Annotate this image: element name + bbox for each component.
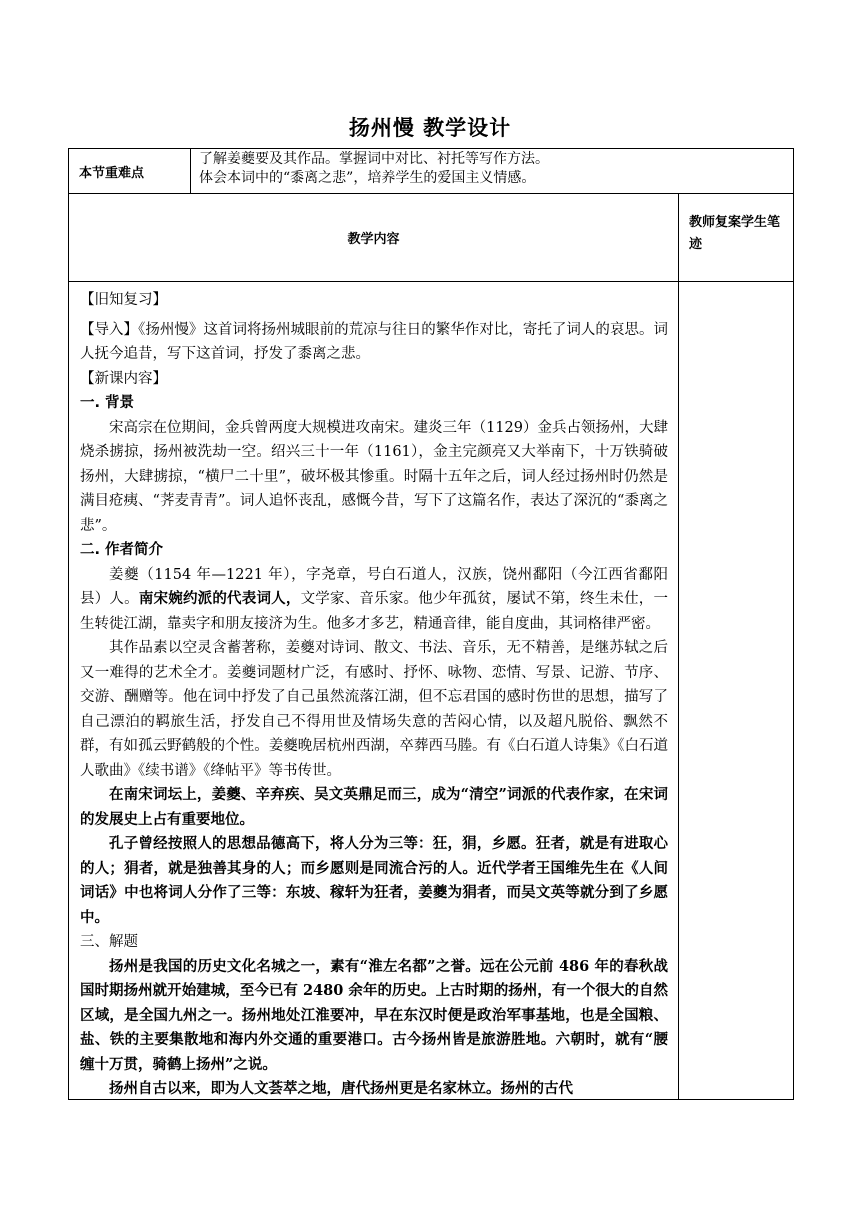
author-paragraph-2: 其作品素以空灵含蓄著称，姜夔对诗词、散文、书法、音乐，无不精善，是继苏轼之后又一难得的艺术全才。姜夔词题材广泛，有感时、抒怀、咏物、恋情、写景、记游、节序、交游、酬赠等。他在词中抒发了自己虽然流落江湖，但不忘君国的感时伤世的思想，描写了自己漂泊的羁旅生活，抒发自己不得用世及情场失意的苦闷心情，以及超凡脱俗、飘然不群，有如孤云野鹤般的个性。姜夔晚居杭州西湖，卒葬西马塍。有《白石道人诗集》《白石道人歌曲》《续书谱》《绛帖平》等书传世。 bbox=[80, 640, 668, 779]
section-title-author: 二. 作者简介 bbox=[80, 542, 164, 558]
body-row bbox=[69, 282, 794, 1100]
author-paragraph-3: 在南宋词坛上，姜夔、辛弃疾、吴文英鼎足而三，成为“清空”词派的代表作家，在宋词的发展史上占有重要地位。 bbox=[80, 786, 668, 828]
teaching-content-cell bbox=[69, 282, 679, 1100]
key-points-label: 本节重难点 bbox=[69, 149, 191, 194]
new-lesson-heading: 【新课内容】 bbox=[80, 370, 167, 387]
content-header: 教学内容 bbox=[69, 194, 679, 282]
key-points-row bbox=[69, 149, 794, 194]
background-paragraph: 宋高宗在位期间，金兵曾两度大规模进攻南宋。建炎三年（1129）金兵占领扬州，大肆烧杀掳掠，扬州被洗劫一空。绍兴三十一年（1161），金主完颜亮又大举南下，十万铁骑破扬州，大肆掳掠，“横尸二十里”，破坏极其惨重。时隔十五年之后，词人经过扬州时仍然是满目疮痍、“荠麦青青”。词人追怀丧乱，感慨今昔，写下了这篇名作，表达了深沉的“黍离之悲”。 bbox=[80, 419, 668, 534]
key-point-line: 体会本词中的“黍离之悲”，培养学生的爱国主义情感。 bbox=[199, 170, 536, 186]
intro-paragraph: 【导入】《扬州慢》这首词将扬州城眼前的荒凉与往日的繁华作对比，寄托了词人的哀思。词人抚今追昔，写下这首词，抒发了黍离之悲。 bbox=[80, 321, 668, 362]
notes-header: 教师复案学生笔迹 bbox=[679, 194, 794, 282]
author-life-text: 文学家、音乐家。他少年孤贫，屡试不第，终生未仕，一生转徙江湖，靠卖字和朋友接济为生。他多才多艺，精通音律，能自度曲，其词格律严密。 bbox=[80, 591, 669, 632]
header-row bbox=[69, 194, 794, 282]
interpretation-paragraph-2: 扬州自古以来，即为人文荟萃之地，唐代扬州更是名家林立。扬州的古代 bbox=[109, 1080, 573, 1097]
interpretation-paragraph-1: 扬州是我国的历史文化名城之一，素有“淮左名都”之誉。远在公元前 486 年的春秋战国时期扬州就开始建城，至今已有 2480 余年的历史。上古时期的扬州，有一个很大的自然区域，是全国九州之一。扬州地处江淮要冲，早在东汉时便是政治军事基地，也是全国粮、盐、铁的主要集散地和海内外交通的重要港口。古今扬州皆是旅游胜地。六朝时，就有“腰缠十万贯，骑鹤上扬州”之说。 bbox=[80, 957, 668, 1073]
key-point-line: 了解姜夔要及其作品。掌握词中对比、衬托等写作方法。 bbox=[199, 151, 549, 167]
author-school-text: 南宋婉约派的代表词人， bbox=[138, 590, 301, 607]
author-intro-text: 姜夔（1154 年—1221 年），字尧章，号白石道人，汉族，饶州鄱阳（今江西省鄱阳县）人。 bbox=[80, 566, 668, 607]
page-title: 扬州慢 教学设计 bbox=[348, 116, 512, 140]
author-paragraph-1 bbox=[80, 563, 668, 637]
section-title-background: 一. 背景 bbox=[80, 395, 135, 411]
key-points-content bbox=[191, 149, 794, 194]
author-paragraph-4: 孔子曾经按照人的思想品德高下，将人分为三等：狂，狷，乡愿。狂者，就是有进取心的人；狷者，就是独善其身的人；而乡愿则是同流合污的人。近代学者王国维先生在《人间词话》中也将词人分作了三等：东坡、稼轩为狂者，姜夔为狷者，而吴文英等就分到了乡愿中。 bbox=[80, 835, 668, 926]
review-heading: 【旧知复习】 bbox=[80, 292, 167, 308]
notes-cell bbox=[679, 282, 794, 1100]
lesson-design-table bbox=[68, 148, 794, 1100]
section-title-interpretation: 三、解题 bbox=[80, 934, 138, 950]
